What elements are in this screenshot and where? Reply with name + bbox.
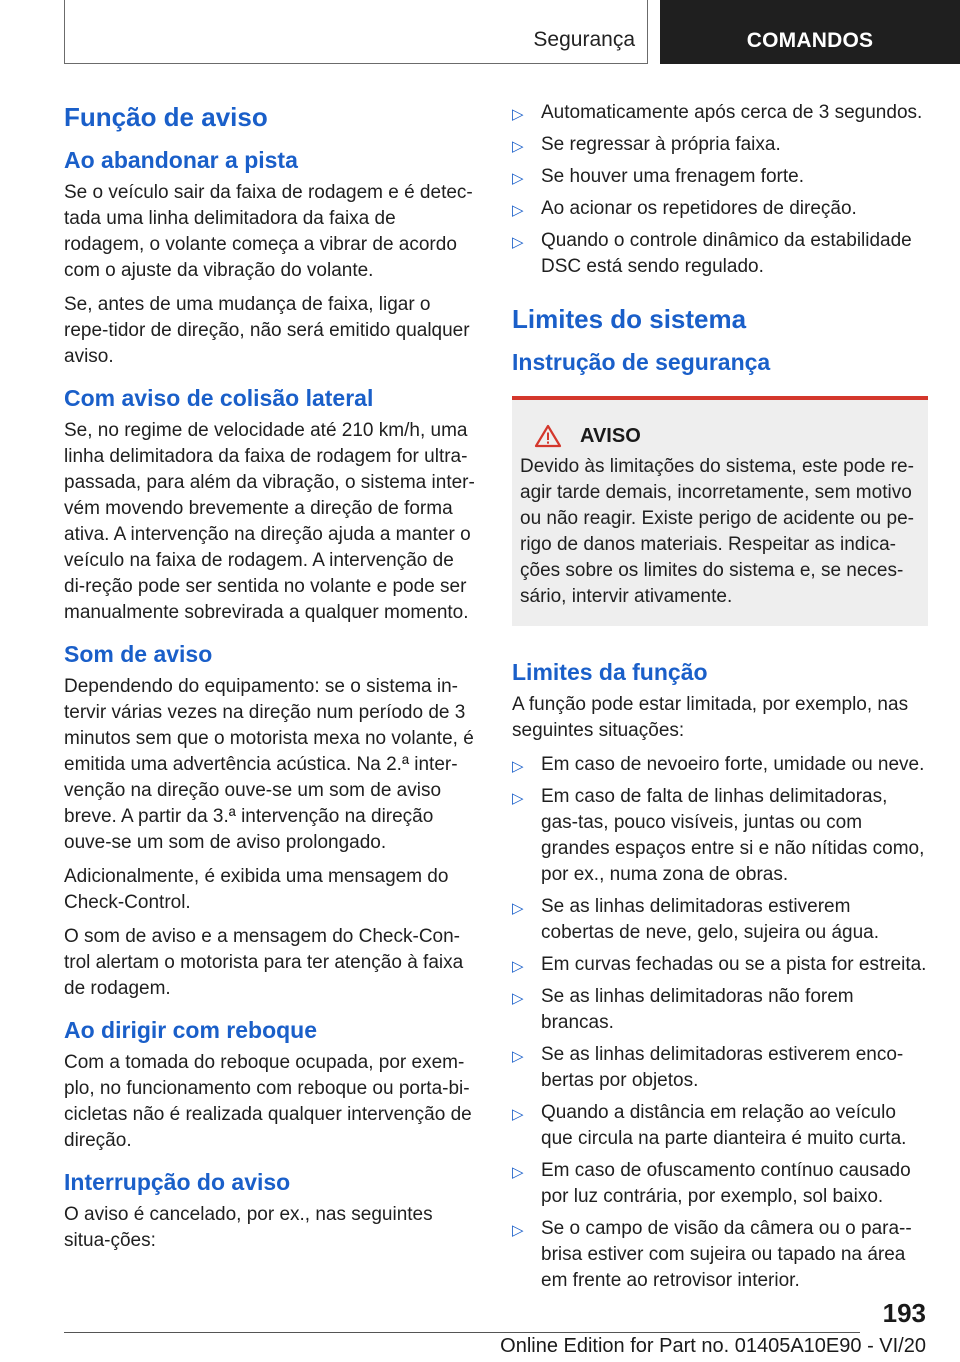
paragraph: Adicionalmente, é exibida uma mensagem do Check-Control. [64,866,449,913]
warning-header [534,424,920,448]
list-item: ▷ Ao acionar os repetidores de direção. [512,196,928,222]
edition-info: Online Edition for Part no. 01405A10E90 - VI/20 [500,1335,926,1357]
header-section-title: Segurança [533,28,635,51]
list-item: ▷ Se as linhas delimitadoras não forem brancas. [512,986,854,1033]
heading-funcao-de-aviso: Função de aviso [64,102,268,132]
paragraph: Dependendo do equipamento: se o sistema in-tervir várias vezes na direção num período de 3 minutos sem que o motorista mexa no volante, é emitida uma advertência acústica. Na 2.ª inter-venção na direção ouve-se um som de aviso breve. A partir da 3.ª intervenção na direção ouve-se um som de aviso prolongado. [64,676,474,853]
triangle-bullet-icon: ▷ [512,958,524,975]
warning-triangle-icon [534,424,562,448]
triangle-bullet-icon: ▷ [512,106,524,123]
left-column [64,100,480,1266]
list-item: ▷ Em caso de ofuscamento contínuo causado por luz contrária, por exemplo, sol baixo. [512,1160,911,1207]
subheading-colisao-lateral: Com aviso de colisão lateral [64,385,374,411]
paragraph: O aviso é cancelado, por ex., nas seguintes situa-ções: [64,1204,433,1251]
paragraph: O som de aviso e a mensagem do Check-Con-trol alertam o motorista para ter atenção à faixa de rodagem. [64,926,464,999]
footer-divider [64,1332,860,1333]
triangle-bullet-icon: ▷ [512,790,524,807]
triangle-bullet-icon: ▷ [512,1048,524,1065]
paragraph: Se, no regime de velocidade até 210 km/h, uma linha delimitadora da faixa de rodagem for ultra-passada, para além da vibração, o sistema inter-vém movendo brevemente a direção de forma ativa. A intervenção na direção ajuda a manter o veículo na faixa de rodagem. A intervenção de di-reção pode ser sentida no volante e pode ser manualmente sobrevirada a qualquer momento. [64,420,475,623]
subheading-som-de-aviso: Som de aviso [64,641,213,667]
list-item: ▷ Se as linhas delimitadoras estiverem cobertas de neve, gelo, sujeira ou água. [512,896,880,943]
triangle-bullet-icon: ▷ [512,900,524,917]
list-item: ▷ Se o campo de visão da câmera ou o para--brisa estiver com sujeira ou tapado na área em frente ao retrovisor interior. [512,1218,912,1291]
triangle-bullet-icon: ▷ [512,1106,524,1123]
section-interrupcao [64,1166,480,1254]
triangle-bullet-icon: ▷ [512,202,524,219]
right-column [512,100,928,1316]
warning-box [512,396,928,626]
list-item: ▷ Em caso de falta de linhas delimitadoras, gas-tas, pouco visíveis, juntas ou com grandes espaços entre si e não nítidas como, por ex., numa zona de obras. [512,786,925,885]
list-item: ▷ Em curvas fechadas ou se a pista for estreita. [512,952,928,978]
paragraph: Se o veículo sair da faixa de rodagem e é detec-tada uma linha delimitadora da faixa de rodagem, o volante começa a vibrar de acordo com o ajuste da vibração do volante. [64,182,473,281]
triangle-bullet-icon: ▷ [512,990,524,1007]
subheading-limites-funcao: Limites da função [512,659,708,685]
list-item: ▷ Em caso de nevoeiro forte, umidade ou neve. [512,752,928,778]
subheading-interrupcao: Interrupção do aviso [64,1169,291,1195]
triangle-bullet-icon: ▷ [512,138,524,155]
list-item: ▷ Automaticamente após cerca de 3 segundos. [512,100,928,126]
header-chapter-tab: COMANDOS [660,0,960,64]
paragraph: Se, antes de uma mudança de faixa, ligar o repe-tidor de direção, não será emitido qualquer aviso. [64,294,470,367]
section-som-de-aviso [64,638,480,1002]
section-colisao-lateral [64,382,480,626]
header-section-box [64,0,648,64]
subheading-reboque: Ao dirigir com reboque [64,1017,318,1043]
triangle-bullet-icon: ▷ [512,170,524,187]
section-abandonar-pista [64,144,480,370]
warning-title: AVISO [580,424,641,447]
limits-list [512,752,928,1294]
heading-limites-do-sistema: Limites do sistema [512,304,747,334]
list-item: ▷ Quando a distância em relação ao veículo que circula na parte dianteira é muito curta. [512,1102,907,1149]
subheading-instrucao-seguranca: Instrução de segurança [512,349,771,375]
triangle-bullet-icon: ▷ [512,234,524,251]
list-item: ▷ Se as linhas delimitadoras estiverem enco-bertas por objetos. [512,1044,904,1091]
list-item: ▷ Quando o controle dinâmico da estabilidade DSC está sendo regulado. [512,230,912,277]
paragraph: A função pode estar limitada, por exemplo, nas seguintes situações: [512,694,909,741]
list-item: ▷ Se houver uma frenagem forte. [512,164,928,190]
triangle-bullet-icon: ▷ [512,1222,524,1239]
page-number: 193 [882,1298,926,1328]
paragraph: Com a tomada do reboque ocupada, por exem-plo, no funcionamento com reboque ou porta-bi-cicletas não é realizada qualquer intervenção de direção. [64,1052,472,1151]
triangle-bullet-icon: ▷ [512,1164,524,1181]
section-reboque [64,1014,480,1154]
interruption-list [512,100,928,280]
subheading-abandonar-pista: Ao abandonar a pista [64,147,298,173]
list-item: ▷ Se regressar à própria faixa. [512,132,928,158]
triangle-bullet-icon: ▷ [512,758,524,775]
warning-text: Devido às limitações do sistema, este pode re-agir tarde demais, incorretamente, sem motivo ou não reagir. Existe perigo de acidente ou pe-rigo de danos materiais. Respeitar as indica-ções sobre os limites do sistema e, se neces-sário, intervir ativamente. [520,456,914,607]
